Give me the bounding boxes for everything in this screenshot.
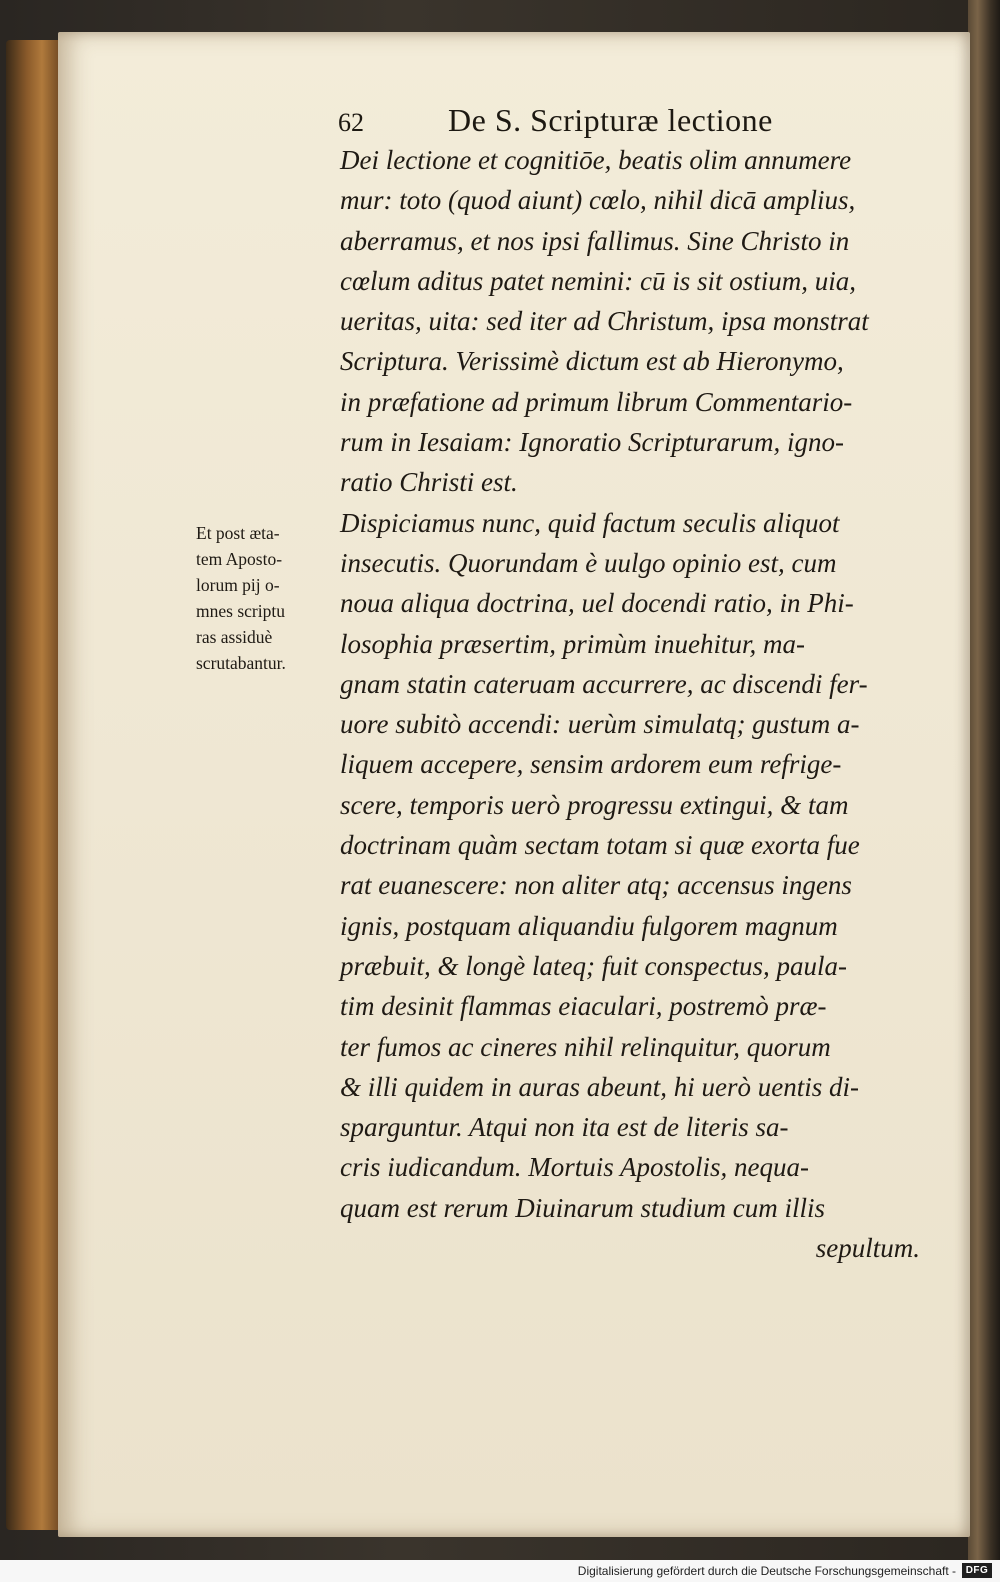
text-line: sparguntur. Atqui non ita est de literis sa- bbox=[340, 1112, 789, 1143]
margin-note-line: lorum pij o- bbox=[196, 575, 280, 595]
margin-note-line: scrutabantur. bbox=[196, 653, 286, 673]
text-line: Dispiciamus nunc, quid factum seculis aliquot bbox=[340, 507, 840, 538]
text-line: quam est rerum Diuinarum studium cum illis bbox=[340, 1192, 825, 1223]
text-line: ter fumos ac cineres nihil relinquitur, quorum bbox=[340, 1031, 831, 1062]
text-line: losophia præsertim, primùm inuehitur, ma- bbox=[340, 628, 806, 659]
text-line: ratio Christi est. bbox=[340, 467, 518, 498]
text-line: præbuit, & longè lateq; fuit conspectus, paula- bbox=[340, 950, 847, 981]
page-number: 62 bbox=[338, 108, 364, 137]
text-line: aberramus, et nos ipsi fallimus. Sine Christo in bbox=[340, 225, 850, 256]
margin-note-line: Et post æta- bbox=[196, 523, 280, 543]
running-head: De S. Scripturæ lectione bbox=[448, 102, 773, 138]
text-line: doctrinam quàm sectam totam si quæ exorta fue bbox=[340, 830, 860, 861]
text-line: mur: toto (quod aiunt) cœlo, nihil dicā amplius, bbox=[340, 185, 856, 216]
text-line: scere, temporis uerò progressu extingui, & tam bbox=[340, 789, 849, 820]
page-header bbox=[338, 102, 838, 142]
margin-note-line: ras assiduè bbox=[196, 627, 273, 647]
margin-note-line: mnes scriptu bbox=[196, 601, 285, 621]
final-text-line: sepultum. bbox=[815, 1233, 920, 1264]
dfg-logo: DFG bbox=[962, 1563, 992, 1578]
margin-note bbox=[196, 520, 346, 676]
text-line: in præfatione ad primum librum Commentario- bbox=[340, 386, 853, 417]
text-line: rum in Iesaiam: Ignoratio Scripturarum, igno- bbox=[340, 427, 844, 458]
text-line: insecutis. Quorundam è uulgo opinio est, cum bbox=[340, 547, 837, 578]
text-line: uore subitò accendi: uerùm simulatq; gustum a- bbox=[340, 709, 860, 740]
body-text bbox=[340, 140, 940, 1268]
text-line: noua aliqua doctrina, uel docendi ratio, in Phi- bbox=[340, 588, 854, 619]
funding-credit: Digitalisierung gefördert durch die Deutsche Forschungsgemeinschaft - bbox=[577, 1564, 956, 1578]
text-line: ueritas, uita: sed iter ad Christum, ipsa monstrat bbox=[340, 306, 869, 337]
text-line: Scriptura. Verissimè dictum est ab Hieronymo, bbox=[340, 346, 844, 377]
text-line: liquem accepere, sensim ardorem eum refrige- bbox=[340, 749, 842, 780]
book-spine bbox=[6, 40, 66, 1530]
text-line: & illi quidem in auras abeunt, hi uerò uentis di- bbox=[340, 1071, 859, 1102]
text-line: cœlum aditus patet nemini: cū is sit ostium, uia, bbox=[340, 265, 856, 296]
text-line: tim desinit flammas eiaculari, postremò præ- bbox=[340, 991, 827, 1022]
text-line: rat euanescere: non aliter atq; accensus ingens bbox=[340, 870, 852, 901]
text-line: cris iudicandum. Mortuis Apostolis, nequa- bbox=[340, 1152, 809, 1183]
margin-note-line: tem Aposto- bbox=[196, 549, 283, 569]
text-line: gnam statin cateruam accurrere, ac discendi fer- bbox=[340, 668, 868, 699]
book-edge bbox=[968, 0, 1000, 1560]
text-line: Dei lectione et cognitiōe, beatis olim annumere bbox=[340, 145, 852, 175]
text-line: ignis, postquam aliquandiu fulgorem magnum bbox=[340, 910, 838, 941]
